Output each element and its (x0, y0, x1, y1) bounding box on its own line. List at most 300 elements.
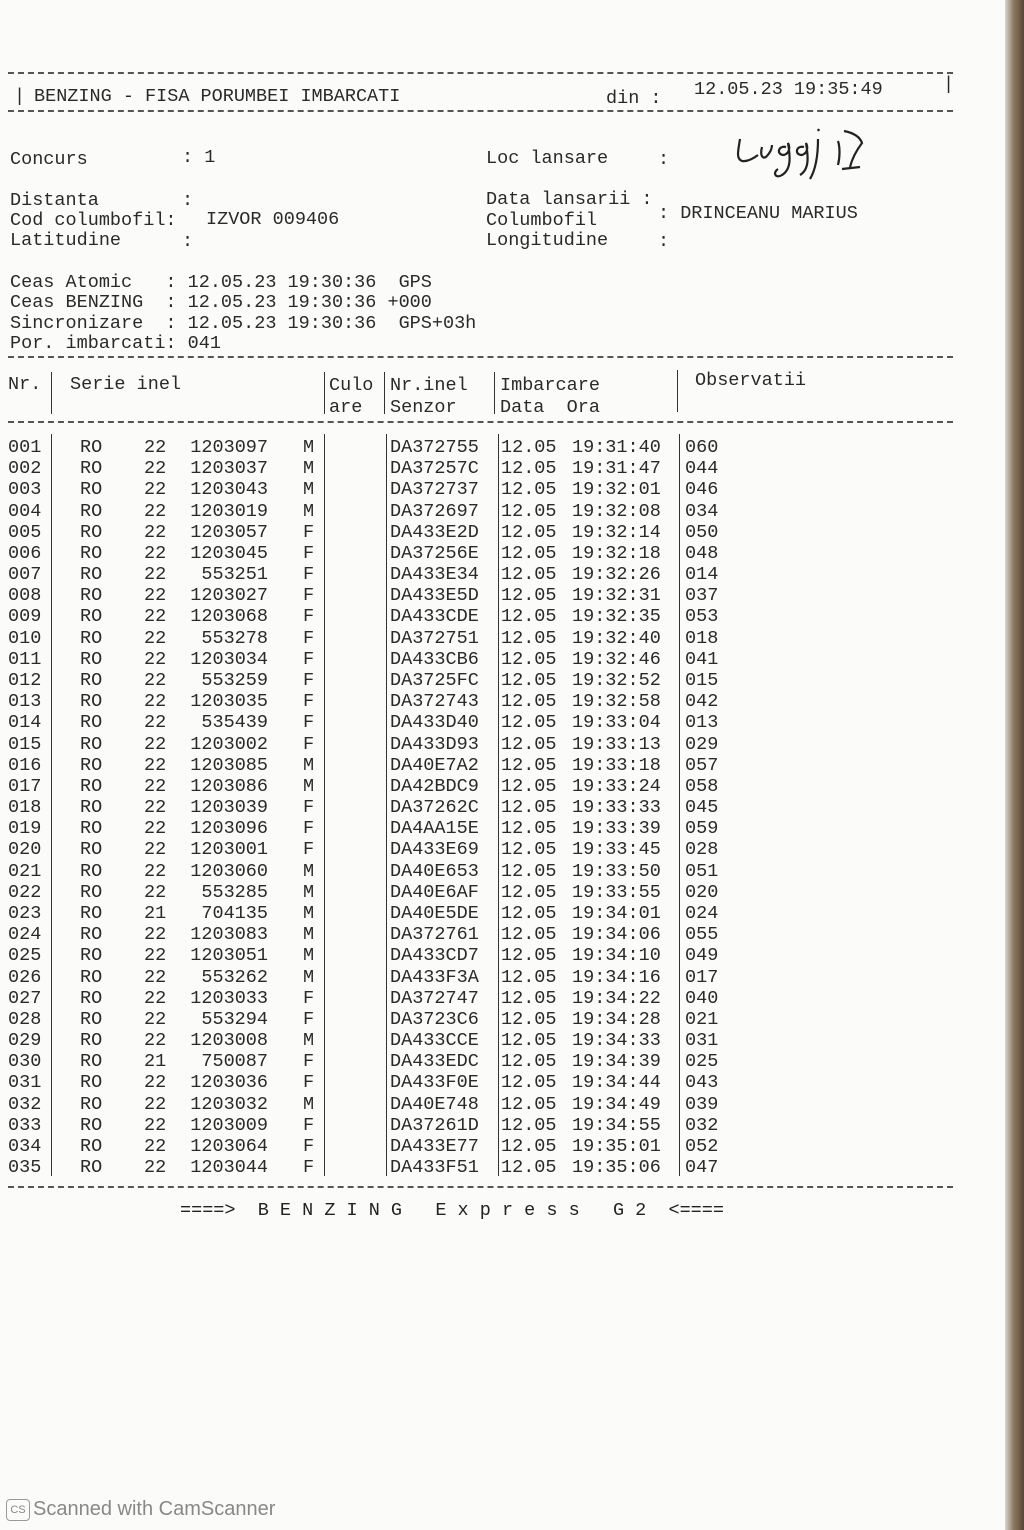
row-number: 013 (8, 691, 42, 713)
sex: F (303, 648, 315, 670)
sensor-id: DA40E6AF (390, 881, 479, 903)
ring-country: RO (80, 966, 103, 988)
boarding-time: 19:34:49 (572, 1093, 661, 1115)
ring-number: 1203036 (190, 1072, 268, 1094)
ring-country: RO (80, 542, 103, 564)
sensor-id: DA433E2D (390, 521, 479, 543)
observation: 034 (685, 500, 719, 522)
table-row (0, 776, 1005, 797)
boarding-date: 12.05 (501, 775, 557, 797)
table-bottom-rule (8, 1186, 953, 1188)
scan-edge (1005, 0, 1024, 1530)
boarding-date: 12.05 (501, 966, 557, 988)
table-row (0, 988, 1005, 1009)
sensor-id: DA372755 (390, 437, 479, 458)
boarding-time: 19:32:35 (572, 606, 661, 628)
ring-number: 750087 (201, 1051, 268, 1073)
ring-number: 1203068 (190, 606, 268, 628)
distanta-label: Distanta (10, 190, 99, 211)
observation: 014 (685, 564, 719, 586)
sex: F (303, 542, 315, 564)
row-number: 022 (8, 881, 42, 903)
observation: 045 (685, 797, 719, 819)
boarding-time: 19:32:52 (572, 669, 661, 691)
sex: F (303, 606, 315, 628)
ring-country: RO (80, 818, 103, 840)
table-row (0, 945, 1005, 966)
longitudine-colon: : (658, 231, 670, 252)
table-row (0, 1094, 1005, 1115)
observation: 039 (685, 1093, 719, 1115)
ring-country: RO (80, 1008, 103, 1030)
ring-country: RO (80, 627, 103, 649)
sex: M (303, 479, 315, 501)
ring-country: RO (80, 775, 103, 797)
observation: 042 (685, 691, 719, 713)
header-separator (51, 372, 52, 414)
boarding-date: 12.05 (501, 437, 557, 458)
latitudine-colon: : (182, 231, 194, 252)
row-number: 034 (8, 1135, 42, 1157)
ring-country: RO (80, 860, 103, 882)
row-number: 011 (8, 648, 42, 670)
ring-year: 22 (144, 585, 167, 607)
boarding-time: 19:32:01 (572, 479, 661, 501)
ring-number: 704135 (201, 902, 268, 924)
ring-country: RO (80, 839, 103, 861)
ring-country: RO (80, 691, 103, 713)
boarding-date: 12.05 (501, 585, 557, 607)
ring-country: RO (80, 797, 103, 819)
ring-number: 553294 (201, 1008, 268, 1030)
boarding-date: 12.05 (501, 458, 557, 480)
observation: 041 (685, 648, 719, 670)
col-header-nr: Nr. (8, 374, 42, 395)
boarding-date: 12.05 (501, 902, 557, 924)
ring-number: 1203044 (190, 1157, 268, 1179)
observation: 051 (685, 860, 719, 882)
row-number: 031 (8, 1072, 42, 1094)
ring-number: 1203045 (190, 542, 268, 564)
sex: F (303, 585, 315, 607)
table-row (0, 649, 1005, 670)
ring-number: 553278 (201, 627, 268, 649)
boarding-date: 12.05 (501, 691, 557, 713)
ring-country: RO (80, 479, 103, 501)
boarding-date: 12.05 (501, 945, 557, 967)
sex: F (303, 1114, 315, 1136)
observation: 046 (685, 479, 719, 501)
row-number: 007 (8, 564, 42, 586)
boarding-time: 19:32:46 (572, 648, 661, 670)
columbofil-value: : DRINCEANU MARIUS (658, 203, 858, 224)
sex: M (303, 945, 315, 967)
sensor-id: DA433CDE (390, 606, 479, 628)
boarding-date: 12.05 (501, 1008, 557, 1030)
boarding-date: 12.05 (501, 924, 557, 946)
row-number: 002 (8, 458, 42, 480)
sensor-id: DA372737 (390, 479, 479, 501)
header-left-bar: | (14, 86, 26, 107)
row-number: 009 (8, 606, 42, 628)
table-row (0, 1157, 1005, 1178)
boarding-date: 12.05 (501, 754, 557, 776)
header-right-bar: | (943, 74, 955, 95)
camscanner-watermark (6, 1498, 275, 1521)
sex: M (303, 1093, 315, 1115)
sex: F (303, 1008, 315, 1030)
ring-country: RO (80, 1135, 103, 1157)
row-number: 020 (8, 839, 42, 861)
col-header-are: are (329, 397, 363, 418)
ring-year: 22 (144, 1008, 167, 1030)
ring-country: RO (80, 987, 103, 1009)
boarding-date: 12.05 (501, 712, 557, 734)
sex: F (303, 1157, 315, 1179)
table-row (0, 458, 1005, 479)
row-number: 026 (8, 966, 42, 988)
header-datetime: 12.05.23 19:35:49 (694, 79, 883, 100)
table-row (0, 882, 1005, 903)
sensor-id: DA433E34 (390, 564, 479, 586)
observation: 040 (685, 987, 719, 1009)
sex: M (303, 437, 315, 458)
ring-year: 22 (144, 945, 167, 967)
table-row (0, 818, 1005, 839)
loc-lansare-colon: : (658, 149, 670, 170)
boarding-date: 12.05 (501, 1093, 557, 1115)
ring-year: 22 (144, 966, 167, 988)
row-number: 003 (8, 479, 42, 501)
boarding-time: 19:34:06 (572, 924, 661, 946)
ring-country: RO (80, 902, 103, 924)
sex: F (303, 797, 315, 819)
ring-country: RO (80, 606, 103, 628)
observation: 058 (685, 775, 719, 797)
ring-year: 22 (144, 1072, 167, 1094)
page-title: BENZING - FISA PORUMBEI IMBARCATI (34, 86, 401, 107)
boarding-date: 12.05 (501, 479, 557, 501)
ring-number: 1203001 (190, 839, 268, 861)
table-row (0, 967, 1005, 988)
sensor-id: DA42BDC9 (390, 775, 479, 797)
ring-country: RO (80, 521, 103, 543)
boarding-time: 19:34:22 (572, 987, 661, 1009)
sex: F (303, 669, 315, 691)
table-row (0, 501, 1005, 522)
ring-year: 21 (144, 1051, 167, 1073)
row-number: 029 (8, 1030, 42, 1052)
ring-number: 553262 (201, 966, 268, 988)
observation: 060 (685, 437, 719, 458)
sex: F (303, 1051, 315, 1073)
observation: 050 (685, 521, 719, 543)
sincronizare-line: Sincronizare : 12.05.23 19:30:36 GPS+03h (10, 313, 477, 334)
ring-number: 1203085 (190, 754, 268, 776)
sensor-id: DA433F3A (390, 966, 479, 988)
boarding-date: 12.05 (501, 818, 557, 840)
ring-country: RO (80, 712, 103, 734)
ring-country: RO (80, 669, 103, 691)
sensor-id: DA372751 (390, 627, 479, 649)
boarding-date: 12.05 (501, 669, 557, 691)
sensor-id: DA372761 (390, 924, 479, 946)
ring-country: RO (80, 1093, 103, 1115)
handwriting-icon (732, 125, 872, 195)
ring-number: 553259 (201, 669, 268, 691)
sensor-id: DA372747 (390, 987, 479, 1009)
sensor-id: DA433E77 (390, 1135, 479, 1157)
sensor-id: DA433D40 (390, 712, 479, 734)
ring-number: 553251 (201, 564, 268, 586)
ring-year: 22 (144, 1093, 167, 1115)
row-number: 027 (8, 987, 42, 1009)
ring-country: RO (80, 1157, 103, 1179)
boarding-time: 19:33:39 (572, 818, 661, 840)
header-bottom-table-rule (8, 421, 953, 423)
observation: 021 (685, 1008, 719, 1030)
boarding-date: 12.05 (501, 542, 557, 564)
boarding-time: 19:32:40 (572, 627, 661, 649)
row-number: 030 (8, 1051, 42, 1073)
boarding-time: 19:34:44 (572, 1072, 661, 1094)
row-number: 004 (8, 500, 42, 522)
table-row (0, 437, 1005, 458)
table-row (0, 543, 1005, 564)
ring-number: 1203086 (190, 775, 268, 797)
ring-country: RO (80, 881, 103, 903)
ring-year: 22 (144, 648, 167, 670)
ring-year: 22 (144, 924, 167, 946)
sex: F (303, 627, 315, 649)
boarding-date: 12.05 (501, 521, 557, 543)
watermark-text: Scanned with CamScanner (33, 1498, 276, 1520)
col-header-observatii: Observatii (695, 370, 807, 391)
row-number: 016 (8, 754, 42, 776)
observation: 047 (685, 1157, 719, 1179)
observation: 015 (685, 669, 719, 691)
ring-number: 1203032 (190, 1093, 268, 1115)
header-bottom-rule (8, 110, 953, 112)
table-row (0, 839, 1005, 860)
row-number: 019 (8, 818, 42, 840)
ring-year: 22 (144, 775, 167, 797)
ring-number: 1203043 (190, 479, 268, 501)
ring-country: RO (80, 500, 103, 522)
boarding-date: 12.05 (501, 733, 557, 755)
col-header-imbarcare: Imbarcare (500, 375, 600, 396)
observation: 017 (685, 966, 719, 988)
sensor-id: DA37262C (390, 797, 479, 819)
row-number: 012 (8, 669, 42, 691)
sensor-id: DA37261D (390, 1114, 479, 1136)
por-imbarcati-line: Por. imbarcati: 041 (10, 333, 221, 354)
observation: 024 (685, 902, 719, 924)
ring-number: 1203057 (190, 521, 268, 543)
sex: F (303, 839, 315, 861)
sex: M (303, 966, 315, 988)
boarding-time: 19:33:50 (572, 860, 661, 882)
table-row (0, 734, 1005, 755)
header-separator (677, 370, 678, 412)
row-number: 024 (8, 924, 42, 946)
ring-year: 22 (144, 754, 167, 776)
table-row (0, 903, 1005, 924)
boarding-date: 12.05 (501, 839, 557, 861)
boarding-time: 19:35:01 (572, 1135, 661, 1157)
observation: 031 (685, 1030, 719, 1052)
ring-number: 1203060 (190, 860, 268, 882)
sensor-id: DA3723C6 (390, 1008, 479, 1030)
observation: 057 (685, 754, 719, 776)
boarding-time: 19:32:08 (572, 500, 661, 522)
sex: F (303, 1135, 315, 1157)
table-row (0, 1051, 1005, 1072)
boarding-time: 19:32:26 (572, 564, 661, 586)
sensor-id: DA40E748 (390, 1093, 479, 1115)
distanta-colon: : (182, 190, 194, 211)
sex: M (303, 754, 315, 776)
table-row (0, 479, 1005, 500)
ring-number: 1203083 (190, 924, 268, 946)
observation: 055 (685, 924, 719, 946)
cod-columbofil-label: Cod columbofil: (10, 210, 177, 231)
boarding-time: 19:32:31 (572, 585, 661, 607)
sensor-id: DA433EDC (390, 1051, 479, 1073)
ring-country: RO (80, 1030, 103, 1052)
ring-country: RO (80, 1114, 103, 1136)
observation: 059 (685, 818, 719, 840)
sensor-id: DA40E5DE (390, 902, 479, 924)
sex: F (303, 521, 315, 543)
row-number: 028 (8, 1008, 42, 1030)
ring-country: RO (80, 648, 103, 670)
table-row (0, 1072, 1005, 1093)
table-row (0, 1136, 1005, 1157)
observation: 037 (685, 585, 719, 607)
ring-country: RO (80, 754, 103, 776)
ring-year: 22 (144, 881, 167, 903)
ring-number: 1203034 (190, 648, 268, 670)
col-header-serie-inel: Serie inel (70, 374, 182, 395)
boarding-time: 19:33:18 (572, 754, 661, 776)
table-row (0, 585, 1005, 606)
ring-number: 1203002 (190, 733, 268, 755)
sensor-id: DA433CB6 (390, 648, 479, 670)
ring-year: 22 (144, 606, 167, 628)
sensor-id: DA37256E (390, 542, 479, 564)
ring-year: 22 (144, 691, 167, 713)
latitudine-label: Latitudine (10, 230, 122, 251)
ring-country: RO (80, 733, 103, 755)
table-row (0, 1115, 1005, 1136)
header-separator (384, 372, 385, 414)
ring-number: 1203033 (190, 987, 268, 1009)
boarding-time: 19:33:45 (572, 839, 661, 861)
ring-year: 22 (144, 1135, 167, 1157)
observation: 044 (685, 458, 719, 480)
columbofil-label: Columbofil (486, 210, 598, 231)
table-row (0, 564, 1005, 585)
sex: M (303, 924, 315, 946)
boarding-date: 12.05 (501, 564, 557, 586)
row-number: 005 (8, 521, 42, 543)
sex: M (303, 881, 315, 903)
boarding-date: 12.05 (501, 1072, 557, 1094)
ring-number: 1203037 (190, 458, 268, 480)
ring-country: RO (80, 924, 103, 946)
sensor-id: DA433D93 (390, 733, 479, 755)
row-number: 035 (8, 1157, 42, 1179)
ring-number: 1203097 (190, 437, 268, 458)
sensor-id: DA433F51 (390, 1157, 479, 1179)
ring-country: RO (80, 1072, 103, 1094)
sensor-id: DA40E653 (390, 860, 479, 882)
header-separator (324, 372, 325, 414)
ring-year: 22 (144, 521, 167, 543)
concurs-label: Concurs (10, 149, 88, 170)
observation: 049 (685, 945, 719, 967)
boarding-date: 12.05 (501, 1114, 557, 1136)
longitudine-label: Longitudine (486, 230, 609, 251)
table-row (0, 924, 1005, 945)
boarding-time: 19:31:47 (572, 458, 661, 480)
ring-number: 1203035 (190, 691, 268, 713)
ceas-benzing-line: Ceas BENZING : 12.05.23 19:30:36 +000 (10, 292, 432, 313)
ring-year: 21 (144, 902, 167, 924)
sensor-id: DA3725FC (390, 669, 479, 691)
boarding-time: 19:34:01 (572, 902, 661, 924)
row-number: 021 (8, 860, 42, 882)
row-number: 017 (8, 775, 42, 797)
ring-year: 22 (144, 1030, 167, 1052)
boarding-time: 19:32:58 (572, 691, 661, 713)
header-top-rule (8, 72, 953, 74)
ceas-atomic-line: Ceas Atomic : 12.05.23 19:30:36 GPS (10, 272, 432, 293)
boarding-time: 19:34:33 (572, 1030, 661, 1052)
footer-brand: ====> B E N Z I N G E x p r e s s G 2 <==== (180, 1200, 724, 1221)
ring-year: 22 (144, 479, 167, 501)
row-number: 014 (8, 712, 42, 734)
sex: M (303, 1030, 315, 1052)
observation: 048 (685, 542, 719, 564)
sex: F (303, 712, 315, 734)
data-lansarii-label: Data lansarii : (486, 189, 653, 210)
ring-country: RO (80, 1051, 103, 1073)
sensor-id: DA433F0E (390, 1072, 479, 1094)
ring-country: RO (80, 945, 103, 967)
sex: F (303, 987, 315, 1009)
sensor-id: DA40E7A2 (390, 754, 479, 776)
row-number: 010 (8, 627, 42, 649)
camscanner-logo-icon: CS (6, 1499, 30, 1521)
sex: M (303, 902, 315, 924)
boarding-date: 12.05 (501, 627, 557, 649)
table-row (0, 691, 1005, 712)
row-number: 032 (8, 1093, 42, 1115)
sex: M (303, 458, 315, 480)
sex: F (303, 733, 315, 755)
table-row (0, 755, 1005, 776)
boarding-time: 19:32:18 (572, 542, 661, 564)
sensor-id: DA433E69 (390, 839, 479, 861)
header-din-label: din : (606, 88, 662, 109)
row-number: 008 (8, 585, 42, 607)
boarding-time: 19:33:55 (572, 881, 661, 903)
ring-number: 553285 (201, 881, 268, 903)
ring-number: 1203008 (190, 1030, 268, 1052)
boarding-date: 12.05 (501, 1135, 557, 1157)
